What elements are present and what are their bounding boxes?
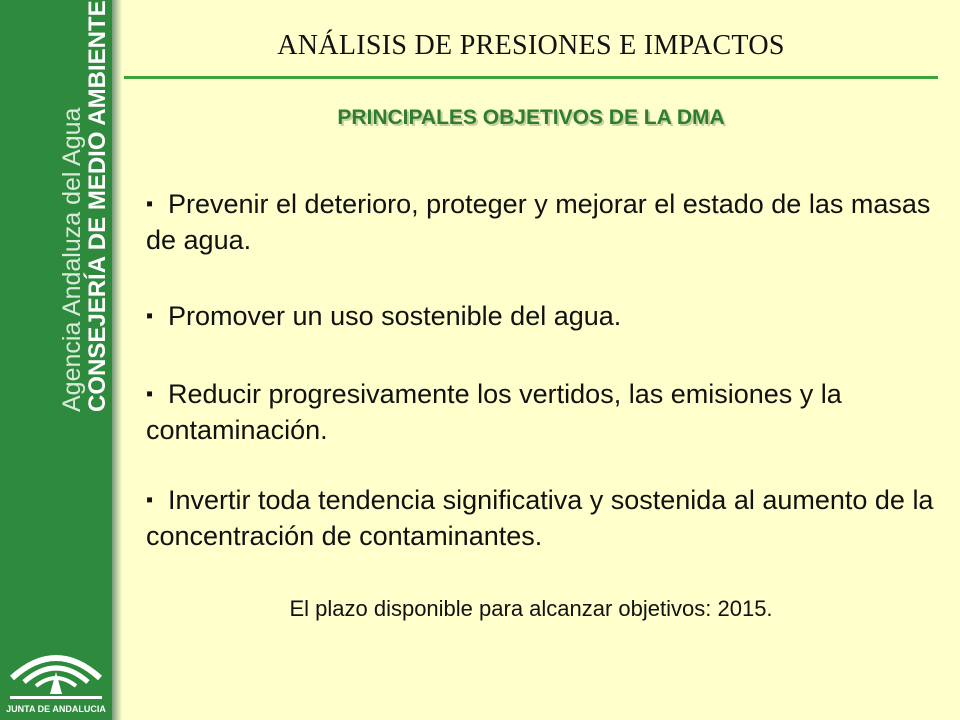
objective-text: Reducir progresivamente los vertidos, las emisiones y la contaminación. [146, 379, 842, 445]
logo-text: JUNTA DE ANDALUCIA [6, 704, 106, 714]
objective-text: Promover un uso sostenible del agua. [168, 301, 622, 331]
list-item [146, 186, 936, 258]
title-divider [124, 76, 938, 79]
sidebar [0, 0, 112, 720]
ministry-name: CONSEJERÍA DE MEDIO AMBIENTE [84, 0, 111, 412]
bullet-icon: ▪ [146, 383, 154, 405]
list-item [146, 298, 621, 334]
bullet-icon: ▪ [146, 193, 154, 215]
objective-text: Prevenir el deterioro, proteger y mejorar el estado de las masas de agua. [146, 189, 931, 255]
page-title: ANÁLISIS DE PRESIONES E IMPACTOS [277, 30, 785, 61]
objective-text: Invertir toda tendencia significativa y sostenida al aumento de la concentración de contaminantes. [146, 485, 934, 551]
agency-name: Agencia Andaluza del Agua [58, 107, 86, 412]
list-item [146, 376, 936, 448]
deadline-note: El plazo disponible para alcanzar objetivos: 2015. [289, 596, 773, 621]
bullet-icon: ▪ [146, 489, 154, 511]
sidebar-vertical-text [0, 0, 112, 600]
sidebar-shadow [112, 0, 122, 720]
bullet-icon: ▪ [146, 305, 154, 327]
list-item [146, 482, 936, 554]
junta-andalucia-logo [4, 632, 108, 720]
section-subtitle: PRINCIPALES OBJETIVOS DE LA DMA [337, 106, 725, 129]
